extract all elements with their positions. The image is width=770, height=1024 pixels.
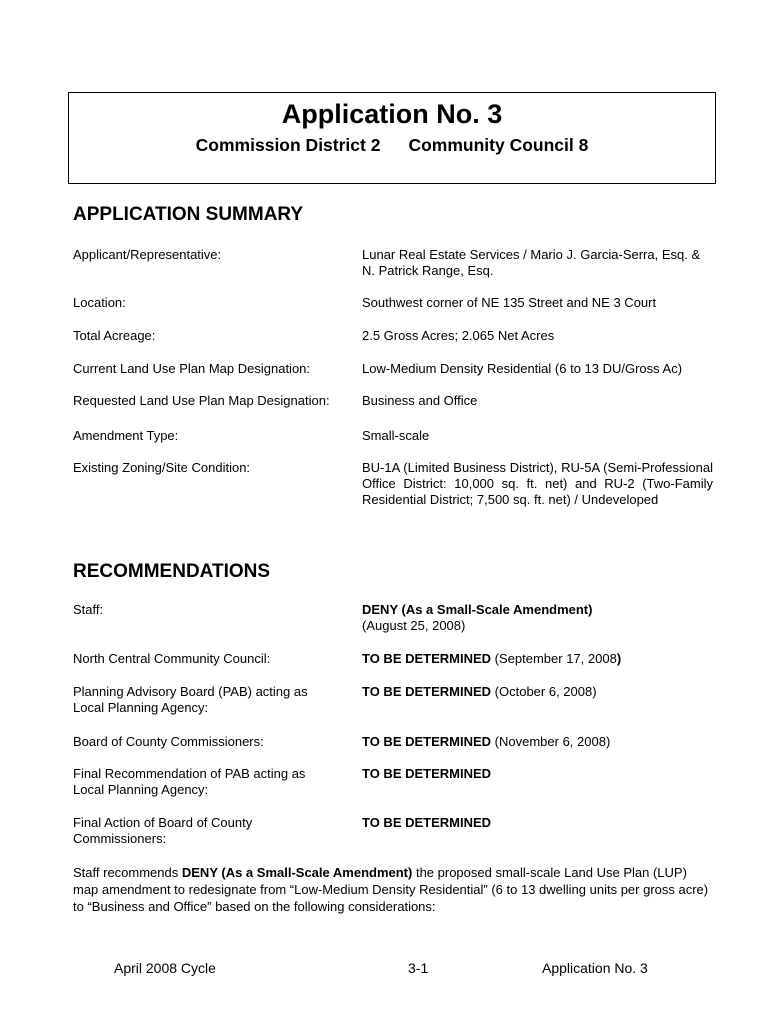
rec-label: Final Recommendation of PAB acting as Local Planning Agency: <box>73 766 306 797</box>
rec-date: (September 17, 2008 <box>491 651 617 666</box>
title-box <box>68 92 716 184</box>
rec-value <box>362 766 713 782</box>
commission-district: Commission District 2 <box>195 135 381 155</box>
rec-decision: TO BE DETERMINED <box>362 734 492 749</box>
subtitle <box>69 135 715 156</box>
summary-value: Southwest corner of NE 135 Street and NE 3 Court <box>362 295 657 310</box>
recommendations-heading: RECOMMENDATIONS <box>73 561 271 582</box>
rec-date-close: ) <box>616 651 622 666</box>
summary-label: Amendment Type: <box>73 428 179 443</box>
summary-value: Small-scale <box>362 428 430 443</box>
rec-label: Final Action of Board of County Commissioners: <box>73 815 253 846</box>
summary-label: Requested Land Use Plan Map Designation: <box>73 393 330 408</box>
rec-decision: DENY (As a Small-Scale Amendment) <box>362 602 593 617</box>
summary-value: 2.5 Gross Acres; 2.065 Net Acres <box>362 328 555 343</box>
conclusion-text-end: the proposed small-scale Land Use Plan (LUP) map amendment to redesignate from “Low-Medium Density Residential” (6 to 13 dwelling units per gross acre) to “Business and Office” based on the following considerations: <box>73 865 709 914</box>
conclusion-paragraph <box>73 864 713 915</box>
summary-label: Current Land Use Plan Map Designation: <box>73 361 311 376</box>
rec-date: (August 25, 2008) <box>362 618 466 633</box>
rec-decision: TO BE DETERMINED <box>362 651 492 666</box>
rec-value <box>362 734 713 750</box>
footer-application: Application No. 3 <box>542 960 648 976</box>
summary-label: Location: <box>73 295 126 310</box>
summary-value: BU-1A (Limited Business District), RU-5A (Semi-Professional Office District: 10,000 sq. ft. net) and RU-2 (Two-Family Residential District; 7,500 sq. ft. net) / Undeveloped <box>362 460 713 507</box>
summary-value: Business and Office <box>362 393 478 408</box>
rec-value <box>362 602 713 634</box>
community-council: Community Council 8 <box>408 135 589 155</box>
summary-heading: APPLICATION SUMMARY <box>73 204 304 225</box>
rec-value <box>362 651 713 667</box>
rec-decision: TO BE DETERMINED <box>362 684 492 699</box>
rec-label: Staff: <box>73 602 104 617</box>
rec-label: North Central Community Council: <box>73 651 271 666</box>
conclusion-text-start: Staff recommends <box>73 865 182 880</box>
summary-value: Low-Medium Density Residential (6 to 13 DU/Gross Ac) <box>362 361 683 376</box>
footer-page-number: 3-1 <box>408 960 429 976</box>
summary-value: Lunar Real Estate Services / Mario J. Garcia-Serra, Esq. & N. Patrick Range, Esq. <box>362 247 701 278</box>
rec-date: (October 6, 2008) <box>491 684 597 699</box>
rec-label: Planning Advisory Board (PAB) acting as Local Planning Agency: <box>73 684 308 715</box>
rec-decision: TO BE DETERMINED <box>362 815 492 830</box>
page-title: Application No. 3 <box>281 99 503 129</box>
summary-label: Total Acreage: <box>73 328 156 343</box>
rec-value <box>362 684 713 700</box>
rec-date: (November 6, 2008) <box>491 734 611 749</box>
summary-label: Existing Zoning/Site Condition: <box>73 460 251 475</box>
conclusion-decision: DENY (As a Small-Scale Amendment) <box>181 865 413 880</box>
rec-decision: TO BE DETERMINED <box>362 766 492 781</box>
rec-label: Board of County Commissioners: <box>73 734 264 749</box>
footer-cycle: April 2008 Cycle <box>114 960 216 976</box>
summary-label: Applicant/Representative: <box>73 247 222 262</box>
rec-value <box>362 815 713 831</box>
